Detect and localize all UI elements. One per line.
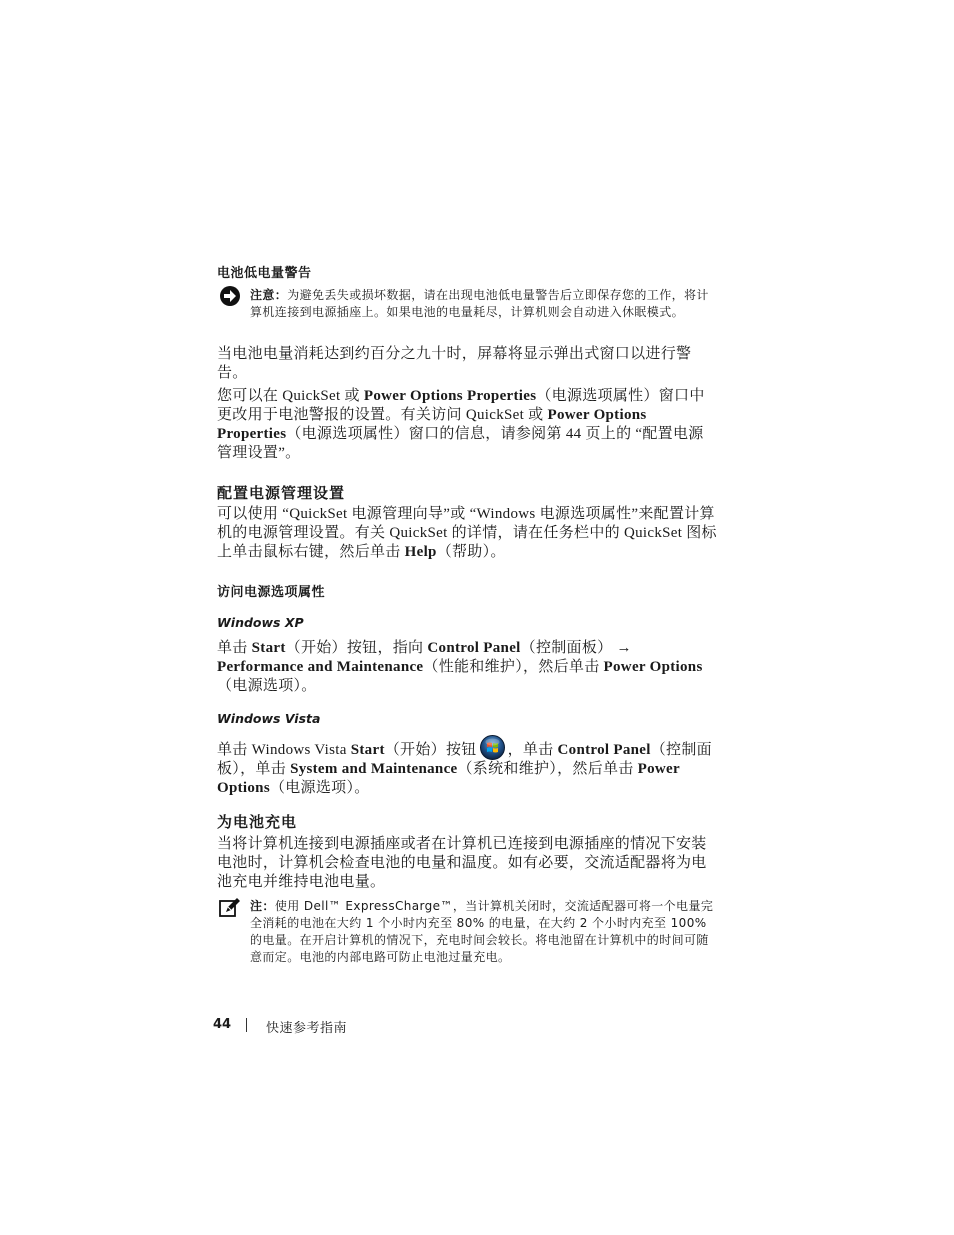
- text-run: （电源选项）。: [269, 780, 370, 796]
- text-run: （性能和维护），然后单击: [423, 659, 604, 675]
- charging-para: 当将计算机连接到电源插座或者在计算机已连接到电源插座的情况下安装电池时，计算机会检查电池的电量和温度。如有必要，交流适配器将为电池充电并维持电池电量。: [217, 836, 707, 890]
- heading-low-battery: 电池低电量警告: [217, 266, 312, 281]
- note-text: 使用 Dell™ ExpressCharge™，当计算机关闭时，交流适配器可将一个电量完全消耗的电池在大约 1 个小时内充至 80% 的电量，在大约 2 个小时内充至 100% 的电量。在开启计算机的情况下，充电时间会较长。将电池留在计算机中的时间可随意而定。电池的内部电路可防止电池过量充电。: [250, 899, 714, 964]
- note-label: 注：: [250, 899, 275, 913]
- text-run: （电源选项属性）窗口的信息，请参阅第 44 页上的 “配置电源管理设置”。: [217, 426, 704, 461]
- ui-term-power-options-properties: Power Options Properties: [217, 407, 647, 442]
- ui-term-start: Start: [350, 742, 385, 758]
- low-battery-para-1: 当电池电量消耗达到约百分之九十时，屏幕将显示弹出式窗口以进行警告。: [217, 346, 692, 381]
- notice-text: 为避免丢失或损坏数据，请在出现电池低电量警告后立即保存您的工作，将计算机连接到电源插座上。如果电池的电量耗尽，计算机则会自动进入休眠模式。: [250, 288, 709, 319]
- text-run: （帮助）。: [436, 544, 506, 560]
- note-pencil-icon: [219, 897, 241, 919]
- text-run: （系统和维护），然后单击: [457, 761, 638, 777]
- text-run: （电源选项）。: [217, 678, 317, 694]
- footer-title: 快速参考指南: [266, 1021, 348, 1036]
- text-run: （控制面板），单击: [217, 742, 712, 777]
- notice-arrow-icon: [219, 285, 241, 307]
- windows-vista-start-icon: [480, 735, 505, 760]
- text-run: 单击 Windows Vista: [217, 742, 351, 758]
- page-number: 44: [213, 1017, 232, 1032]
- ui-term-help: Help: [404, 544, 437, 560]
- text-run: ，单击: [507, 742, 558, 758]
- ui-term-power-options-properties: Power Options Properties: [363, 388, 537, 404]
- text-run: （开始）按钮，指向: [285, 640, 428, 656]
- power-management-para: [217, 505, 717, 562]
- ui-term-control-panel: Control Panel: [427, 640, 521, 656]
- text-run: 您可以在 QuickSet 或: [217, 388, 364, 404]
- low-battery-para-2: [217, 387, 717, 463]
- heading-access-power-options: 访问电源选项属性: [217, 585, 326, 600]
- heading-power-management: 配置电源管理设置: [217, 484, 346, 502]
- windows-xp-para: [217, 639, 717, 696]
- heading-windows-xp: Windows XP: [217, 615, 304, 630]
- notice-label: 注意：: [250, 288, 288, 302]
- text-run: （控制面板） →: [520, 640, 632, 656]
- ui-term-power-options: Power Options: [603, 659, 703, 675]
- ui-term-control-panel: Control Panel: [557, 742, 651, 758]
- ui-term-system-maintenance: System and Maintenance: [290, 761, 458, 777]
- windows-vista-para: [217, 735, 717, 798]
- text-run: 单击: [217, 640, 252, 656]
- note-block: [250, 898, 720, 966]
- footer-divider: [246, 1018, 247, 1032]
- ui-term-start: Start: [251, 640, 286, 656]
- ui-term-performance-maintenance: Performance and Maintenance: [217, 659, 424, 675]
- ui-term-power-options: Power Options: [217, 761, 680, 796]
- notice-block: [250, 287, 720, 321]
- heading-charging: 为电池充电: [217, 813, 298, 831]
- text-run: 可以使用 “QuickSet 电源管理向导”或 “Windows 电源选项属性”来配置计算机的电源管理设置。有关 QuickSet 的详情，请在任务栏中的 QuickSet 图标上单击鼠标右键，然后单击: [217, 506, 717, 560]
- text-run: （开始）按钮: [384, 742, 477, 758]
- heading-windows-vista: Windows Vista: [217, 711, 321, 726]
- text-run: （电源选项属性）窗口中更改用于电池警报的设置。有关访问 QuickSet 或: [217, 388, 705, 423]
